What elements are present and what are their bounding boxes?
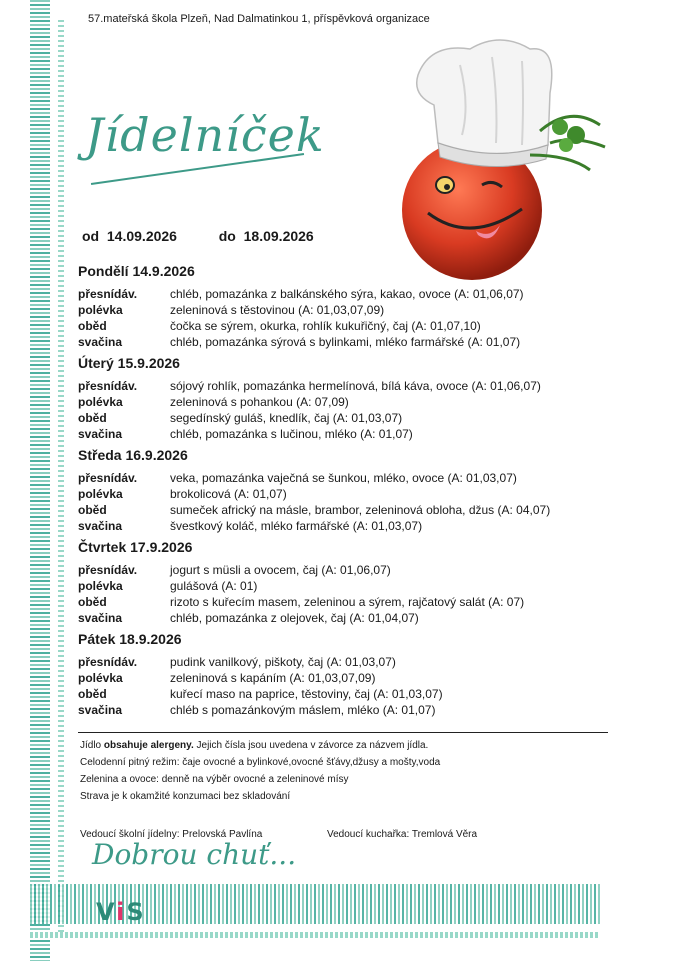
decorative-border-left [30,0,50,961]
day-section [78,628,618,718]
divider [78,732,608,733]
weekly-menu [78,260,618,720]
meal-dish: rizoto s kuřecím masem, zeleninou a sýrem, rajčatový salát (A: 07) [170,595,525,609]
decorative-border-bottom-inner [30,932,600,938]
meal-dish: zeleninová s pohankou (A: 07,09) [170,395,349,409]
meal-row [78,334,618,350]
decorative-border-left-inner [58,20,64,940]
meal-label: svačina [78,519,123,533]
meal-row [78,502,618,518]
meal-dish: chléb, pomazánka s lučinou, mléko (A: 01,07) [170,427,413,441]
period-to-label: do [218,228,236,244]
meal-label: přesnídáv. [78,563,138,577]
organization-name: 57.mateřská škola Plzeň, Nad Dalmatinkou 1, příspěvková organizace [88,13,430,25]
meal-row [78,378,618,394]
meal-dish: segedínský guláš, knedlík, čaj (A: 01,03,07) [170,411,403,425]
meal-row [78,670,618,686]
day-section [78,536,618,626]
drinks-note: Celodenní pitný režim: čaje ovocné a bylinkové,ovocné šťávy,džusy a mošty,voda [80,757,441,768]
meal-dish: sumeček africký na másle, brambor, zeleninová obloha, džus (A: 04,07) [170,503,551,517]
meal-row [78,426,618,442]
meal-dish: pudink vanilkový, piškoty, čaj (A: 01,03,07) [170,655,396,669]
meal-row [78,318,618,334]
consumption-note: Strava je k okamžité konzumaci bez skladování [80,791,291,802]
meal-row [78,394,618,410]
meal-row [78,702,618,718]
day-title: Pondělí 14.9.2026 [78,263,195,279]
period-from-date: 14.09.2026 [106,228,177,244]
day-title: Úterý 15.9.2026 [78,355,180,371]
meal-dish: gulášová (A: 01) [170,579,258,593]
period-to-date: 18.09.2026 [243,228,314,244]
meal-label: polévka [78,395,123,409]
day-title: Středa 16.9.2026 [78,447,188,463]
meal-row [78,610,618,626]
canteen-head: Vedoucí školní jídelny: Prelovská Pavlína [80,829,263,840]
allergen-note-suffix: Jejich čísla jsou uvedena v závorce za názvem jídla. [193,740,429,751]
meal-label: přesnídáv. [78,655,138,669]
day-title: Pátek 18.9.2026 [78,631,182,647]
meal-dish: chléb, pomazánka z olejovek, čaj (A: 01,04,07) [170,611,419,625]
allergen-note-bold: obsahuje alergeny. [103,740,194,751]
meal-row [78,594,618,610]
meal-dish: zeleninová s těstovinou (A: 01,03,07,09) [170,303,385,317]
meal-row [78,654,618,670]
meal-dish: švestkový koláč, mléko farmářské (A: 01,03,07) [170,519,423,533]
vis-logo: ViS [96,898,146,926]
meal-dish: zeleninová s kapáním (A: 01,03,07,09) [170,671,376,685]
meal-label: oběd [78,595,107,609]
meal-dish: veka, pomazánka vaječná se šunkou, mléko, ovoce (A: 01,03,07) [170,471,517,485]
meal-dish: chléb, pomazánka sýrová s bylinkami, mléko farmářské (A: 01,07) [170,335,521,349]
period-from-label: od [82,228,100,244]
meal-label: polévka [78,579,123,593]
meal-row [78,686,618,702]
day-title: Čtvrtek 17.9.2026 [78,539,193,555]
meal-label: svačina [78,703,123,717]
meal-label: přesnídáv. [78,287,138,301]
day-section [78,260,618,350]
meal-row [78,286,618,302]
meal-dish: jogurt s müsli a ovocem, čaj (A: 01,06,07) [170,563,391,577]
meal-label: oběd [78,411,107,425]
meal-dish: brokolicová (A: 01,07) [170,487,287,501]
meal-label: svačina [78,611,123,625]
meal-label: polévka [78,303,123,317]
allergen-note [80,737,440,754]
meal-row [78,578,618,594]
meal-row [78,518,618,534]
notes [80,737,440,805]
meal-label: oběd [78,687,107,701]
meal-label: svačina [78,427,123,441]
meal-dish: kuřecí maso na paprice, těstoviny, čaj (A: 01,03,07) [170,687,443,701]
meal-row [78,562,618,578]
meal-label: svačina [78,335,123,349]
meal-row [78,470,618,486]
meal-dish: chléb s pomazánkovým máslem, mléko (A: 01,07) [170,703,436,717]
meal-row [78,486,618,502]
meal-row [78,410,618,426]
allergen-note-prefix: Jídlo [80,740,104,751]
day-section [78,352,618,442]
meal-dish: sójový rohlík, pomazánka hermelínová, bílá káva, ovoce (A: 01,06,07) [170,379,541,393]
farewell-text: Dobrou chuť... [92,838,297,871]
meal-dish: čočka se sýrem, okurka, rohlík kukuřičný, čaj (A: 01,07,10) [170,319,481,333]
meal-label: přesnídáv. [78,379,138,393]
meal-label: polévka [78,671,123,685]
day-section [78,444,618,534]
chef-tomato-mascot [400,35,610,285]
menu-period [82,228,314,244]
fruit-note: Zelenina a ovoce: denně na výběr ovocné a zeleninové mísy [80,774,349,785]
meal-dish: chléb, pomazánka z balkánského sýra, kakao, ovoce (A: 01,06,07) [170,287,524,301]
meal-label: oběd [78,503,107,517]
page-title: Jídelníček [85,108,325,162]
meal-row [78,302,618,318]
meal-label: přesnídáv. [78,471,138,485]
meal-label: oběd [78,319,107,333]
head-cook: Vedoucí kuchařka: Tremlová Věra [327,829,478,840]
meal-label: polévka [78,487,123,501]
